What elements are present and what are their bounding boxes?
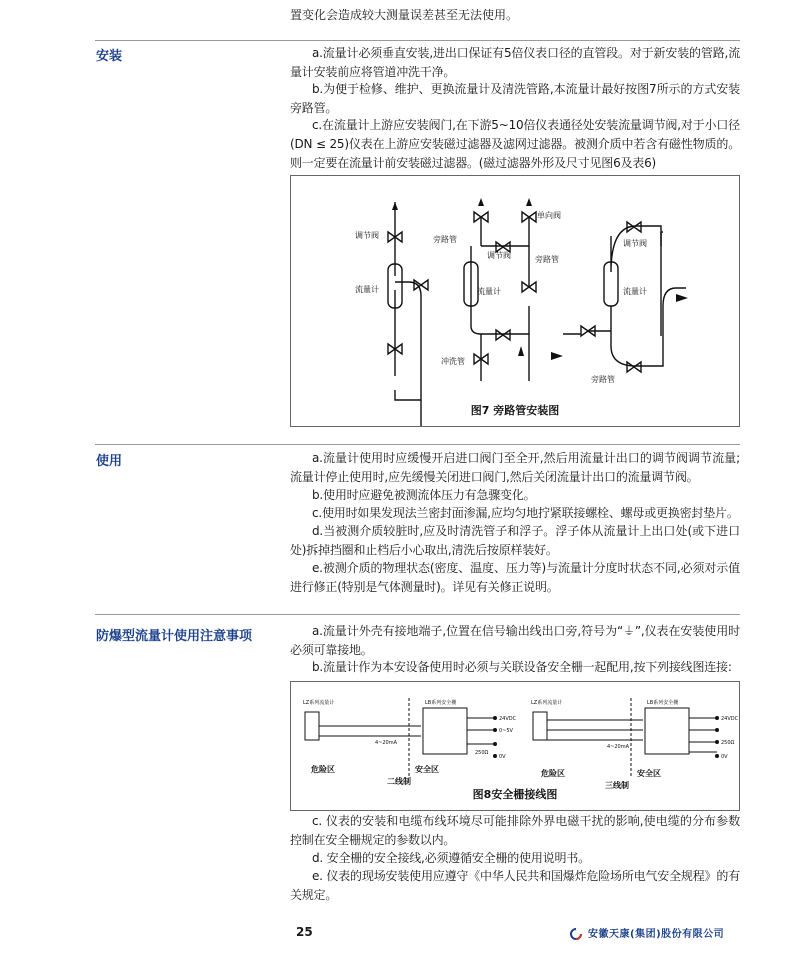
fig7-label-regulating-valve: 调节阀	[355, 231, 379, 240]
fig8-safe-right: 安全区	[637, 769, 661, 778]
fig7-label-flush-pipe: 冲洗管	[441, 357, 465, 366]
fig7-label-flowmeter-2: 流量计	[477, 287, 501, 296]
fig8-current-left: 4~20mA	[375, 740, 398, 746]
company-logo-icon	[570, 925, 582, 937]
section-heading-use: 使用	[96, 454, 123, 469]
top-continued-text: 置变化会造成较大测量误差甚至无法使用。	[290, 8, 519, 22]
fig8-meter-left: LZ系列流量计	[303, 700, 335, 706]
use-para-e: e.被测介质的物理状态(密度、温度、压力等)与流量计分度时状态不同,必须对示值进行修正(特别是气体测量时)。详见有关修正说明。	[290, 561, 740, 594]
fig8-meter-right: LZ系列流量计	[531, 700, 563, 706]
fig7-label-bypass-2: 旁路管	[535, 255, 559, 264]
section-rule	[95, 444, 740, 445]
use-para-d: d.当被测介质较脏时,应及时清洗管子和浮子。浮子体从流量计上出口处(或下进口处)拆掉挡圈和止档后小心取出,清洗后按原样装好。	[290, 524, 740, 557]
section-rule	[95, 614, 740, 615]
fig8-05v-left: 0~5V	[499, 728, 513, 734]
use-para-c: c.使用时如果发现法兰密封面渗漏,应均匀地拧紧联接螺栓、螺母或更换密封垫片。	[312, 506, 739, 520]
section-heading-explosion: 防爆型流量计使用注意事项	[96, 629, 253, 644]
fig7-label-regulating-valve-3: 调节阀	[623, 239, 647, 248]
fig8-two-wire: 二线制	[387, 777, 411, 786]
fig8-hazard-right: 危险区	[541, 769, 565, 778]
explosion-para-a: a.流量计外壳有接地端子,位置在信号输出线出口旁,符号为“⏚”,仪表在安装使用时必须可靠接地。	[290, 624, 740, 657]
use-para-a: a.流量计使用时应缓慢开启进口阀门至全开,然后用流量计出口的调节阀调节流量;流量计停止使用时,应先缓慢关闭进口阀门,然后关闭流量计出口的流量调节阀。	[290, 451, 740, 484]
install-para-c: c.在流量计上游应安装阀门,在下游5~10倍仪表通径处安装流量调节阀,对于小口径(DN ≤ 25)仪表在上游应安装磁过滤器及滤网过滤器。被测介质中若含有磁性物质的。则一定要在流量计前安装磁过滤器。(磁过滤器外形及尺寸见图6及表6)	[290, 118, 740, 170]
wiring-diagram	[291, 682, 739, 810]
explosion-para-d: d. 安全栅的安全接线,必须遵循安全栅的使用说明书。	[312, 851, 590, 865]
fig7-label-bypass-3: 旁路管	[591, 375, 615, 384]
bypass-diagram	[291, 176, 739, 426]
fig7-label-bypass-1: 旁路管	[433, 235, 457, 244]
section-heading-install: 安装	[96, 49, 123, 64]
figure-safety-barrier-wiring	[290, 681, 740, 811]
fig8-three-wire: 三线制	[605, 781, 629, 790]
install-para-a: a.流量计必须垂直安装,进出口保证有5倍仪表口径的直管段。对于新安装的管路,流量计安装前应将管道冲洗干净。	[290, 46, 740, 79]
fig8-barrier-left: LB系列安全栅	[425, 700, 457, 706]
page-number: 25	[296, 925, 313, 939]
fig7-label-flowmeter-3: 流量计	[623, 287, 647, 296]
install-para-b: b.为便于检修、维护、更换流量计及清洗管路,本流量计最好按图7所示的方式安装旁路管。	[290, 82, 740, 115]
explosion-para-e: e. 仪表的现场安装使用应遵守《中华人民共和国爆炸危险场所电气安全规程》的有关规定。	[290, 869, 740, 902]
explosion-para-c: c. 仪表的安装和电缆布线环境尽可能排除外界电磁干扰的影响,使电缆的分布参数控制在安全栅规定的参数以内。	[290, 814, 740, 847]
fig8-current-right: 4~20mA	[607, 744, 630, 750]
fig8-24v-left: 24VDC	[499, 716, 517, 722]
use-para-b: b.使用时应避免被测流体压力有急骤变化。	[312, 488, 536, 502]
fig7-label-regulating-valve-2: 调节阀	[487, 251, 511, 260]
fig8-barrier-right: LB系列安全栅	[647, 700, 679, 706]
fig8-0v-right: 0V	[721, 754, 728, 760]
figure-bypass-installation	[290, 175, 740, 427]
explosion-para-b: b.流量计作为本安设备使用时必须与关联设备安全栅一起配用,按下列接线图连接:	[312, 660, 732, 674]
figure7-caption: 图7 旁路管安装图	[470, 404, 560, 417]
fig8-ohm-left: 250Ω	[475, 750, 489, 756]
fig8-ohm-right: 250Ω	[721, 740, 735, 746]
section-rule	[95, 40, 740, 41]
fig7-label-check-valve: 单向阀	[537, 211, 561, 220]
fig8-24v-right: 24VDC	[721, 716, 739, 722]
fig8-safe-left: 安全区	[415, 765, 439, 774]
fig8-0v-left: 0V	[499, 754, 506, 760]
fig7-label-flowmeter-1: 流量计	[355, 285, 379, 294]
fig8-hazard-left: 危险区	[311, 765, 335, 774]
company-name: 安徽天康(集团)股份有限公司	[588, 929, 725, 940]
figure8-caption: 图8安全栅接线图	[472, 788, 558, 801]
